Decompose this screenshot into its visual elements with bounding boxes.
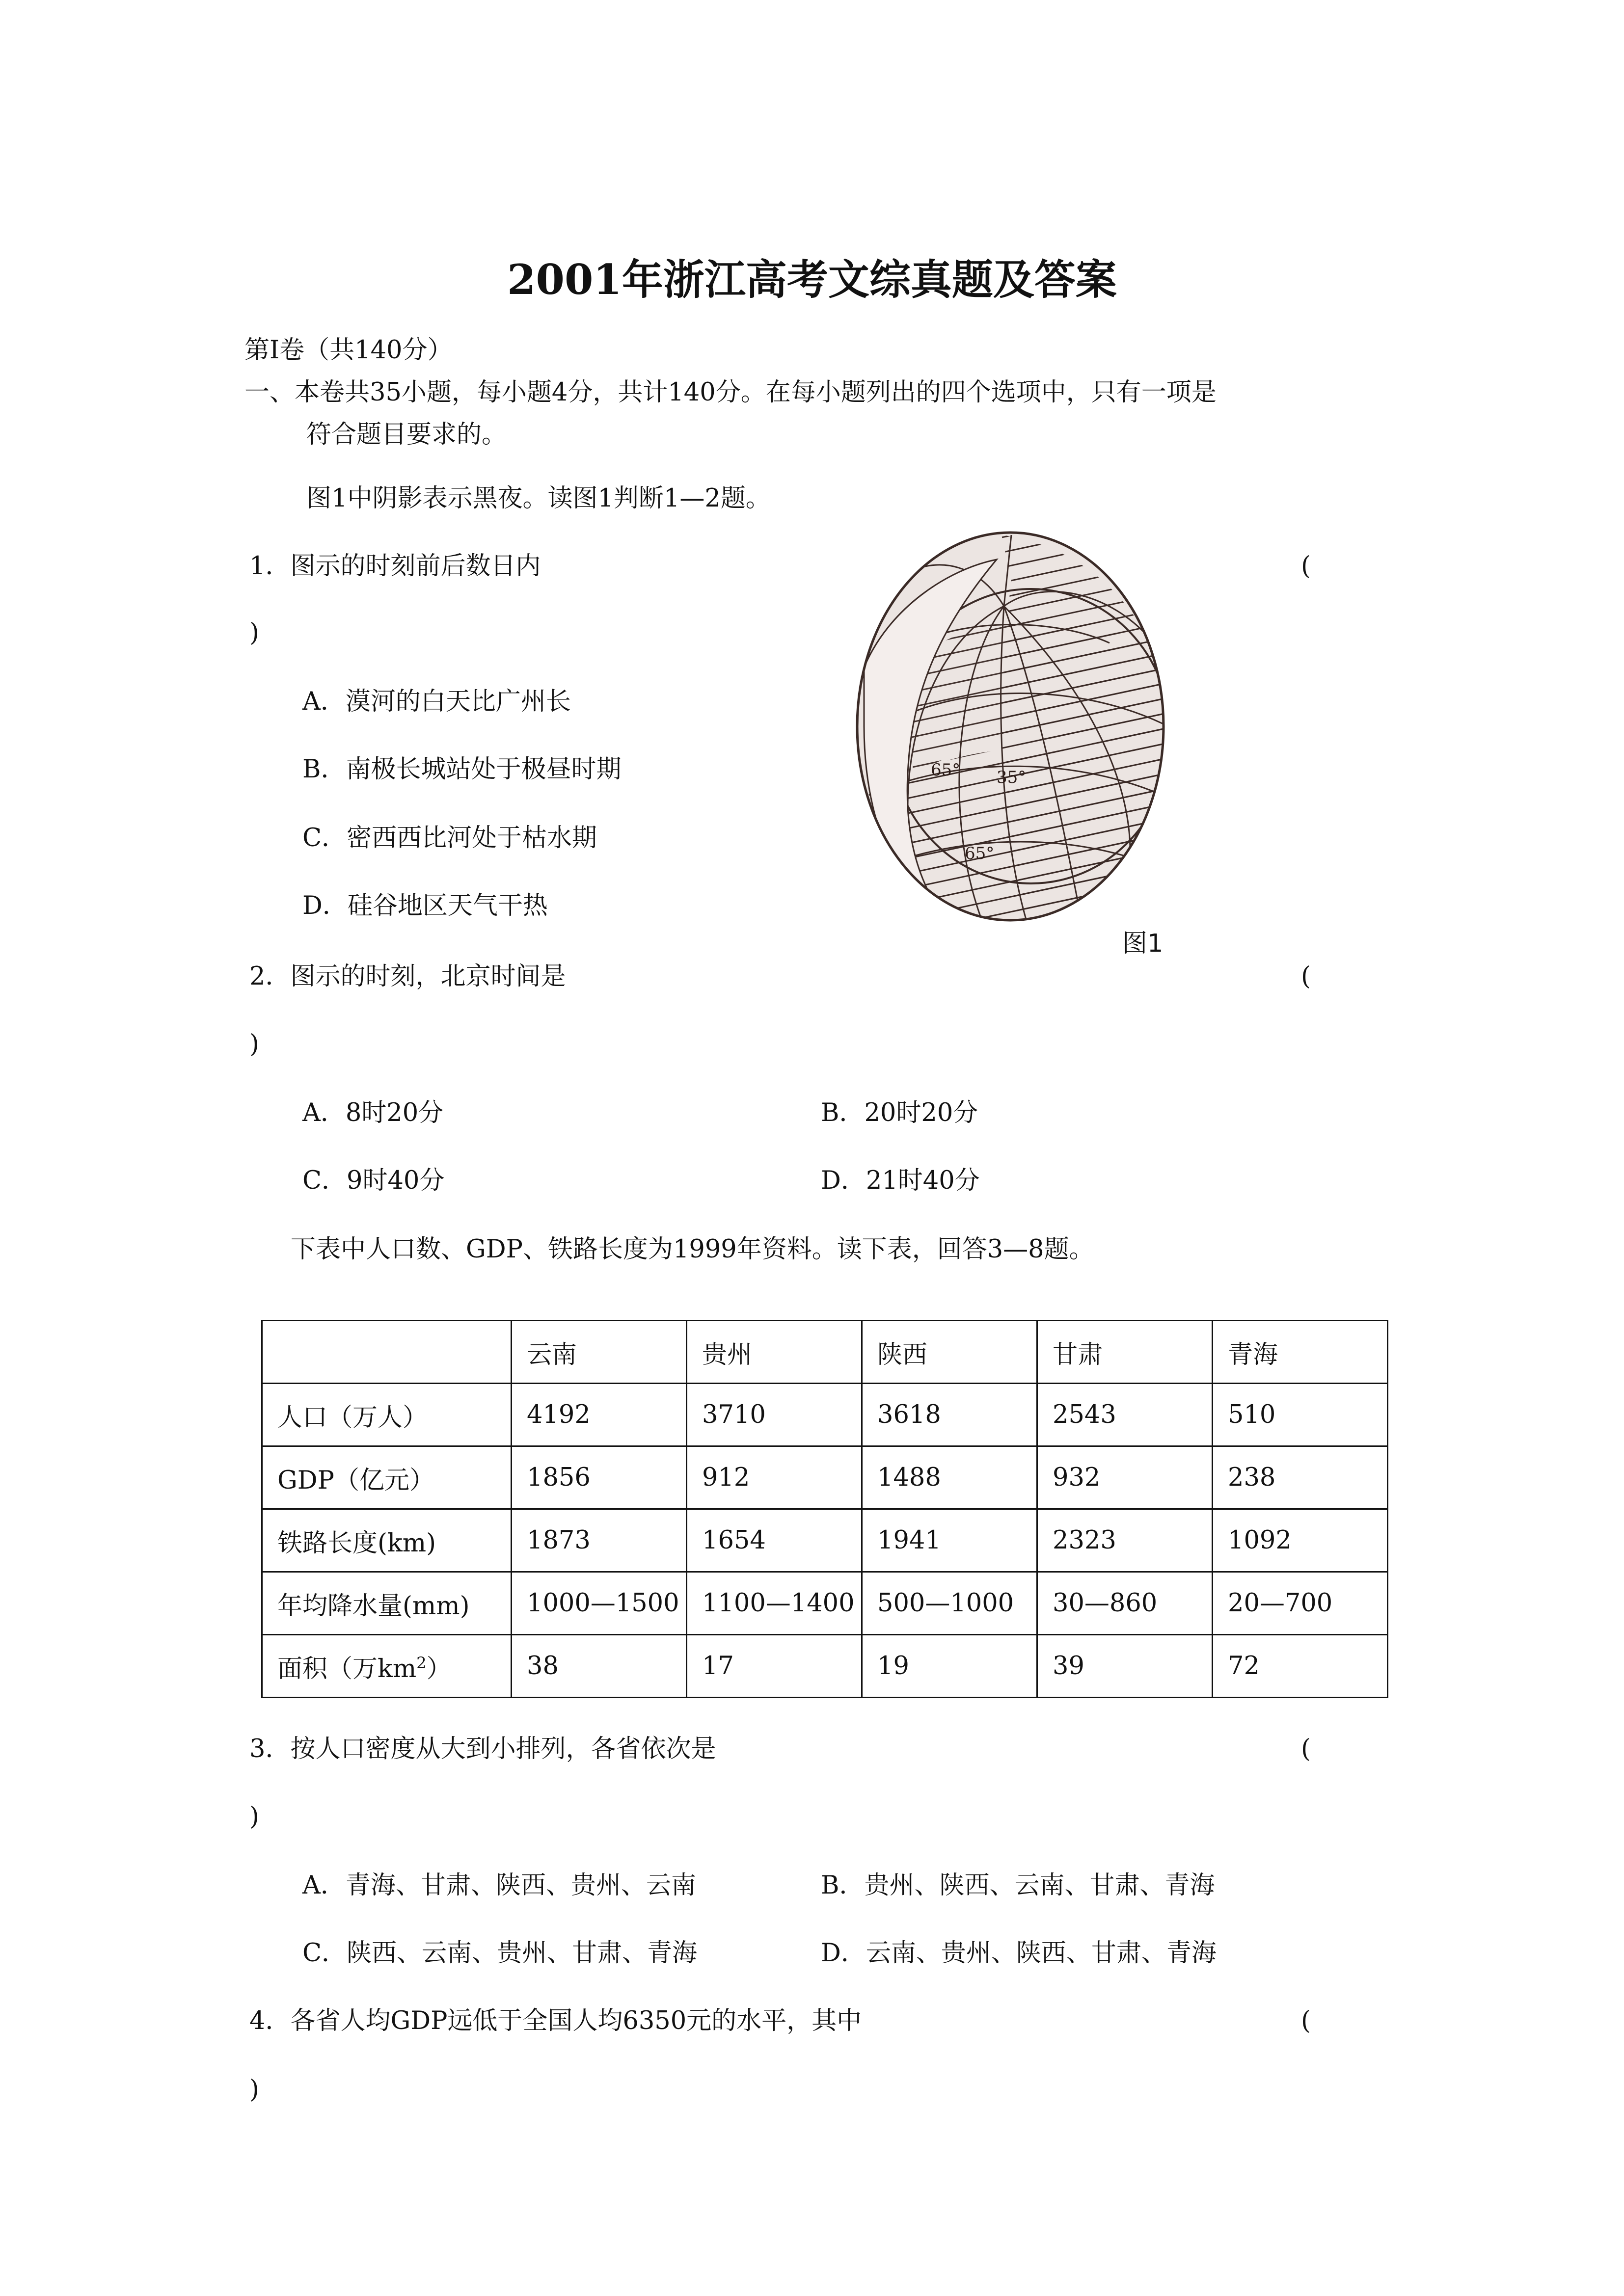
table-cell: 1856 — [512, 1446, 687, 1509]
question-4-open-paren: ( — [1301, 2006, 1311, 2035]
table-cell: 3710 — [687, 1384, 862, 1446]
question-2-stem: 2．图示的时刻，北京时间是 — [249, 962, 566, 991]
question-3-option-a: A．青海、甘肃、陕西、贵州、云南 — [302, 1871, 696, 1900]
question-3-close-paren: ) — [249, 1802, 259, 1831]
question-4-stem: 4．各省人均GDP远低于全国人均6350元的水平，其中 — [249, 2006, 862, 2035]
table-cell: 20—700 — [1213, 1572, 1388, 1635]
figure-1-caption: 图1 — [1122, 929, 1164, 958]
table-row — [262, 1509, 1388, 1572]
table-cell: 3618 — [862, 1384, 1037, 1446]
province-data-table — [261, 1320, 1388, 1698]
latitude-label-35: 35° — [997, 768, 1027, 787]
table-cell: 1000—1500 — [512, 1572, 687, 1635]
table-cell: 1100—1400 — [687, 1572, 862, 1635]
question-1-option-c: C．密西西比河处于枯水期 — [302, 824, 597, 853]
table-header-cell — [262, 1321, 512, 1384]
row-label-close: ） — [426, 1654, 452, 1683]
question-3-option-d: D．云南、贵州、陕西、甘肃、青海 — [821, 1939, 1217, 1968]
row-label: 铁路长度(km) — [262, 1509, 512, 1572]
question-2-open-paren: ( — [1301, 962, 1311, 991]
table-header-cell: 云南 — [512, 1321, 687, 1384]
table-cell: 500—1000 — [862, 1572, 1037, 1635]
table-cell: 39 — [1037, 1635, 1213, 1698]
question-2-option-a: A．8时20分 — [302, 1098, 444, 1127]
question-3-option-c: C．陕西、云南、贵州、甘肃、青海 — [302, 1939, 698, 1968]
table-header-cell: 贵州 — [687, 1321, 862, 1384]
table-cell: 1873 — [512, 1509, 687, 1572]
latitude-label-65-north: 65° — [931, 760, 961, 780]
page-title: 2001年浙江高考文综真题及答案 — [507, 255, 1117, 304]
table-row — [262, 1384, 1388, 1446]
question-1-stem: 1．图示的时刻前后数日内 — [249, 552, 541, 581]
table-cell: 4192 — [512, 1384, 687, 1446]
table-row — [262, 1446, 1388, 1509]
table-cell: 238 — [1213, 1446, 1388, 1509]
question-2-option-b: B．20时20分 — [821, 1098, 978, 1127]
question-3-open-paren: ( — [1301, 1735, 1311, 1763]
globe-body — [857, 533, 1178, 928]
latitude-label-65-south: 65° — [965, 844, 995, 863]
table-header-cell: 青海 — [1213, 1321, 1388, 1384]
table-cell: 510 — [1213, 1384, 1388, 1446]
row-label: GDP（亿元） — [262, 1446, 512, 1509]
figure-intro: 图1中阴影表示黑夜。读图1判断1—2题。 — [306, 484, 771, 513]
table-row — [262, 1572, 1388, 1635]
row-label — [262, 1635, 512, 1698]
row-label-text: 面积（万km — [277, 1654, 417, 1683]
table-cell: 1092 — [1213, 1509, 1388, 1572]
question-2-close-paren: ) — [249, 1030, 259, 1059]
table-cell: 932 — [1037, 1446, 1213, 1509]
table-header-row — [262, 1321, 1388, 1384]
table-cell: 1488 — [862, 1446, 1037, 1509]
section-heading: 第Ⅰ卷（共140分） — [244, 336, 453, 365]
table-cell: 2323 — [1037, 1509, 1213, 1572]
table-cell: 17 — [687, 1635, 862, 1698]
table-cell: 19 — [862, 1635, 1037, 1698]
row-label: 年均降水量(mm) — [262, 1572, 512, 1635]
question-1-option-d: D．硅谷地区天气干热 — [302, 891, 548, 920]
question-1-option-a: A．漠河的白天比广州长 — [302, 687, 571, 716]
figure-1 — [835, 520, 1183, 937]
table-cell: 30—860 — [1037, 1572, 1213, 1635]
table-cell: 72 — [1213, 1635, 1388, 1698]
globe-diagram — [835, 520, 1183, 937]
superscript: 2 — [416, 1653, 427, 1672]
question-2-option-d: D．21时40分 — [821, 1166, 980, 1195]
table-row — [262, 1635, 1388, 1698]
table-cell: 2543 — [1037, 1384, 1213, 1446]
table-header-cell: 陕西 — [862, 1321, 1037, 1384]
table-cell: 912 — [687, 1446, 862, 1509]
question-1-option-b: B．南极长城站处于极昼时期 — [302, 755, 622, 784]
row-label: 人口（万人） — [262, 1384, 512, 1446]
table-cell: 1654 — [687, 1509, 862, 1572]
table-cell: 38 — [512, 1635, 687, 1698]
question-3-stem: 3．按人口密度从大到小排列，各省依次是 — [249, 1735, 716, 1763]
table-cell: 1941 — [862, 1509, 1037, 1572]
question-3-option-b: B．贵州、陕西、云南、甘肃、青海 — [821, 1871, 1215, 1900]
instruction-line-1: 一、本卷共35小题，每小题4分，共计140分。在每小题列出的四个选项中，只有一项是 — [244, 378, 1217, 407]
table-header-cell: 甘肃 — [1037, 1321, 1213, 1384]
table-intro: 下表中人口数、GDP、铁路长度为1999年资料。读下表，回答3—8题。 — [291, 1235, 1094, 1264]
question-1-close-paren: ) — [249, 618, 259, 647]
question-4-close-paren: ) — [249, 2075, 259, 2104]
instruction-line-2: 符合题目要求的。 — [306, 420, 507, 449]
question-1-open-paren: ( — [1301, 552, 1311, 581]
question-2-option-c: C．9时40分 — [302, 1166, 445, 1195]
